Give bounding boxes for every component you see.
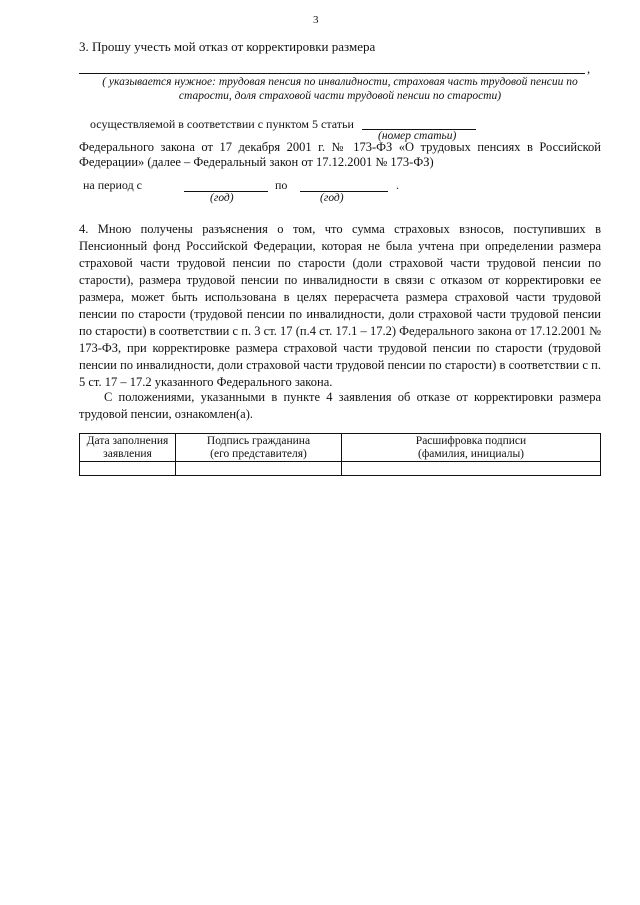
page-number: 3 <box>313 14 319 26</box>
date-cell[interactable] <box>80 462 176 476</box>
law-reference: Федерального закона от 17 декабря 2001 г. № 173-ФЗ «О трудовых пенсиях в Российской Федерации» (далее – Федеральный закон от 17.12.2001 № 173-ФЗ) <box>79 140 601 169</box>
item3-caption: ( указывается нужное: трудовая пенсия по инвалидности, страховая часть трудовой пенсии по старости, доля страховой части трудовой пенсии по старости) <box>102 76 578 102</box>
signature-table <box>79 433 601 476</box>
header-transcript <box>342 434 601 462</box>
header-signature <box>176 434 342 462</box>
period-to-label: по <box>275 178 288 192</box>
item3-trailing-comma: , <box>587 61 591 76</box>
header-transcript-line1: Расшифровка подписи <box>415 434 527 447</box>
item3-line1: 3. Прошу учесть мой отказ от корректировки размера <box>79 39 376 54</box>
item3-fill-line <box>79 73 585 74</box>
article-label: осуществляемой в соответствии с пунктом 5 статьи <box>90 117 354 131</box>
item4-paragraph: 4. Мною получены разъяснения о том, что сумма страховых взносов, поступивших в Пенсионный фонд Российской Федерации, которая не была учтена при определении размера страховой части трудовой пенсии по старости (доли страховой части трудовой пенсии по старости), размера трудовой пенсии по инвалидности в связи с отказом от корректировки ее размера, может быть использована в целях перерасчета размера страховой части трудовой пенсии по старости (трудовой пенсии по инвалидности, доли страховой части трудовой пенсии по старости) в соответствии с п. 3 ст. 17 (п.4 ст. 17.1 – 17.2) Федерального закона от 17.12.2001 № 173-ФЗ, при корректировке размера страховой части трудовой пенсии по старости (трудовой пенсии по инвалидности, доли страховой части трудовой пенсии по старости) в соответствии с п. 5 ст. 17 – 17.2 указанного Федерального закона. <box>79 222 601 389</box>
header-signature-line2: (его представителя) <box>210 447 307 460</box>
period-to-line <box>300 191 388 192</box>
acknowledgement-paragraph: С положениями, указанными в пункте 4 заявления об отказе от корректировки размера трудовой пенсии, ознакомлен(а). <box>79 390 601 421</box>
signature-table-row <box>80 462 601 476</box>
header-transcript-line2: (фамилия, инициалы) <box>417 447 525 460</box>
transcript-cell[interactable] <box>342 462 601 476</box>
header-signature-line1: Подпись гражданина <box>206 434 311 447</box>
header-date <box>80 434 176 462</box>
period-end: . <box>396 178 399 192</box>
signature-cell[interactable] <box>176 462 342 476</box>
signature-table-header <box>80 434 601 462</box>
year-caption-from: (год) <box>210 192 234 204</box>
article-number-caption: (номер статьи) <box>378 130 457 142</box>
period-label: на период с <box>83 178 143 192</box>
year-caption-to: (год) <box>320 192 344 204</box>
header-date-line2: заявления <box>103 447 152 460</box>
header-date-line1: Дата заполнения <box>86 434 169 447</box>
